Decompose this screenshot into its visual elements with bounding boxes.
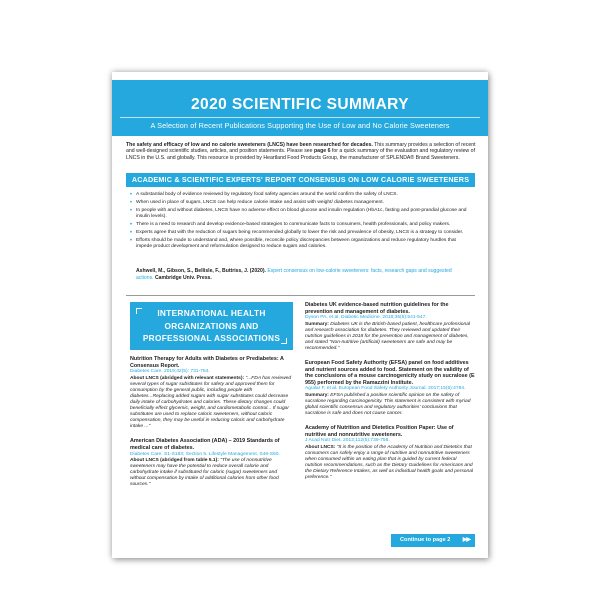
article-lead: About LNCS (abridged with relevant statements): [130,375,246,381]
article-lead: Summary: [305,321,331,327]
document-page [112,72,488,558]
list-item [130,222,470,228]
intro-bold: The safety and efficacy of low and no calorie sweeteners (LNCS) have been researched for decades. [126,142,373,148]
intro-page-ref: page 6 [314,148,331,155]
article-title: American Diabetes Association (ADA) – 2019 Standards of medical care of diabetes. [130,438,280,452]
list-item [130,208,470,220]
article-citation[interactable]: J Acad Nutr Diet. 2012;112(5):739-758. [305,438,390,444]
article-citation[interactable]: Diabetes Care. S1-S183; Section 5. Lifestyle Management. S46-S60. [130,451,280,457]
article-lead: About LNCS (abridged from table 5.1): [130,458,221,464]
intro-text-2: for a quick summary of the evaluation and regulatory review of LNCS in the U.S. and globally. This resource is provided by Heartland Food Products Group, the manufacturer of SPLENDA® Brand Sweeteners. [126,148,475,161]
article-text: Diabetes UK is the British-based patient, healthcare professional and research association for diabetes. They reviewed and updated their nutrition guidelines in 2018 for the prevention and management of diabetes, and stated "Non-nutritive (artificial) sweeteners are safe and may be recommended." [305,321,471,351]
article-body [305,445,475,482]
article-entry [130,438,293,488]
article-lead: Summary: [305,392,331,398]
continue-label: Continue to page 2 [400,537,451,543]
article-title: Diabetes UK evidence-based nutrition guidelines for the prevention and management of diabetes. [305,302,449,315]
article-title: Academy of Nutrition and Dietetics Position Paper: Use of nutritive and nonnutritive sweeteners. [305,425,454,438]
article-text: EFSA published a positive scientific opinion on the safety of sucralose regarding carcinogenicity. This statement is consistent with myriad global scientific consensus and regulatory authorities' conclusions that sucralose is safe and does not cause cancer. [305,392,471,417]
page-subtitle: A Selection of Recent Publications Supporting the Use of Low and No Calorie Sweeteners [150,121,450,130]
intl-heading-line: INTERNATIONAL HEALTH [157,308,266,318]
list-item [130,238,470,250]
article-body [130,376,293,431]
intl-orgs-heading-box [130,302,293,350]
article-citation[interactable]: Diabetes Care. 2019;42(5): 731-754. [130,369,210,375]
article-entry [305,360,475,417]
bullet-text: In people with and without diabetes, LNCS have no adverse effect on blood glucose and insulin regulation (HbA1c, fasting and post-prandial glucose and insulin levels). [136,208,467,219]
article-body [305,393,475,417]
citation-authors: Ashwell, M., Gibson, S., Bellisle, F., Buttriss, J. (2020). [136,268,266,274]
intl-heading-line: PROFESSIONAL ASSOCIATIONS [142,333,281,343]
bullet-icon: • [130,238,133,244]
bullet-icon: • [130,230,133,236]
article-body [305,322,475,352]
article-citation[interactable]: Dyson PA, et al. Diabetic Medicine. 2018;35(5):541-547. [305,315,427,321]
page-title: 2020 SCIENTIFIC SUMMARY [191,96,409,113]
bullet-text: Efforts should be made to understand and, where possible, reconcile policy discrepancies between organizations and reduce regulatory hurdles that impede product development and reformulation designed to reduce sugars and calories. [136,238,456,249]
article-lead: About LNCS: [305,444,337,450]
citation-link[interactable]: Expert consensus on low-calorie sweeteners: facts, research gaps and suggested actions. [136,268,452,281]
right-column [305,302,475,489]
bullet-text: There is a need to research and develop evidence-based strategies to communicate facts to consumers, health professionals, and policy makers. [136,222,451,227]
double-arrow-icon: ▶▶ [462,537,470,543]
bullet-icon: • [130,208,133,214]
bullet-icon: • [130,200,133,206]
continue-button[interactable] [391,534,475,547]
intl-heading-line: ORGANIZATIONS AND [164,320,259,331]
consensus-bullet-list [130,192,470,252]
bullet-text: Experts agree that with the reduction of sugars being recommended globally to lower the risk and prevalence of obesity, LNCS is a strategy to consider. [136,230,464,235]
article-title: Nutrition Therapy for Adults with Diabetes or Prediabetes: A Consensus Report. [130,356,284,369]
consensus-heading: ACADEMIC & SCIENTIFIC EXPERTS' REPORT CONSENSUS ON LOW CALORIE SWEETENERS [126,173,475,187]
article-text: "The use of nonnutritive sweeteners may have the potential to reduce overall calorie and carbohydrate intake if substituted for caloric (sugar) sweeteners and without compensation by intake of additional calories from other food sources." [130,458,279,488]
article-text: "It is the position of the Academy of Nutrition and Dietetics that consumers can safely enjoy a range of nutritive and nonnutritive sweeteners when consumed within an eating plan that is guided by current federal nutrition recommendations, such as the Dietary Guidelines for Americans and the Dietary Reference Intakes, as well as individual health goals and personal preference." [305,444,474,481]
bullet-icon: • [130,222,133,228]
intro-text-1: This summary provides a selection of recent and well-designed scientific studies, articles, and position statements. Please see [126,142,476,155]
article-body [130,458,293,488]
header-divider [120,117,480,118]
citation-publisher: Cambridge Univ. Press. [153,275,212,281]
bullet-icon: • [130,192,133,198]
list-item [130,230,470,236]
list-item [130,200,470,206]
section-divider [126,295,475,296]
consensus-citation [136,268,466,282]
article-citation[interactable]: Aguilar F, et al. European Food Safety Authority Journal. 2017;15(5):4784. [305,386,466,392]
article-entry [305,302,475,352]
article-entry [305,425,475,481]
article-text: "...FDA has reviewed several types of sugar substitutes for safety and approved them for consumption by the general public, including people with diabetes...Replacing added sugars with sugar substitutes could decrease daily intake of carbohydrates and calories. These dietary changes could beneficially effect glycemic, weight, and cardiometabolic control... If sugar substitutes are used to replace caloric sweeteners, without caloric compensation, they may be useful in reducing caloric and carbohydrate intake ..." [130,375,292,430]
bullet-text: A substantial body of evidence reviewed by regulatory food safety agencies around the world confirm the safety of LNCS. [136,192,398,197]
list-item [130,192,470,198]
intl-orgs-heading [130,307,293,345]
left-column [130,356,293,497]
article-title: European Food Safety Authority (EFSA) panel on food additives and nutrient sources added to food. Statement on the validity of the conclusions of a mouse carcinogenicity study on sucralose (E 955) performed by the Ramazzini Institute. [305,360,475,386]
intro-paragraph [126,142,476,161]
header-banner [112,80,488,136]
article-entry [130,356,293,430]
bullet-text: When used in place of sugars, LNCS can help reduce calorie intake and assist with weight/ diabetes management. [136,200,384,205]
